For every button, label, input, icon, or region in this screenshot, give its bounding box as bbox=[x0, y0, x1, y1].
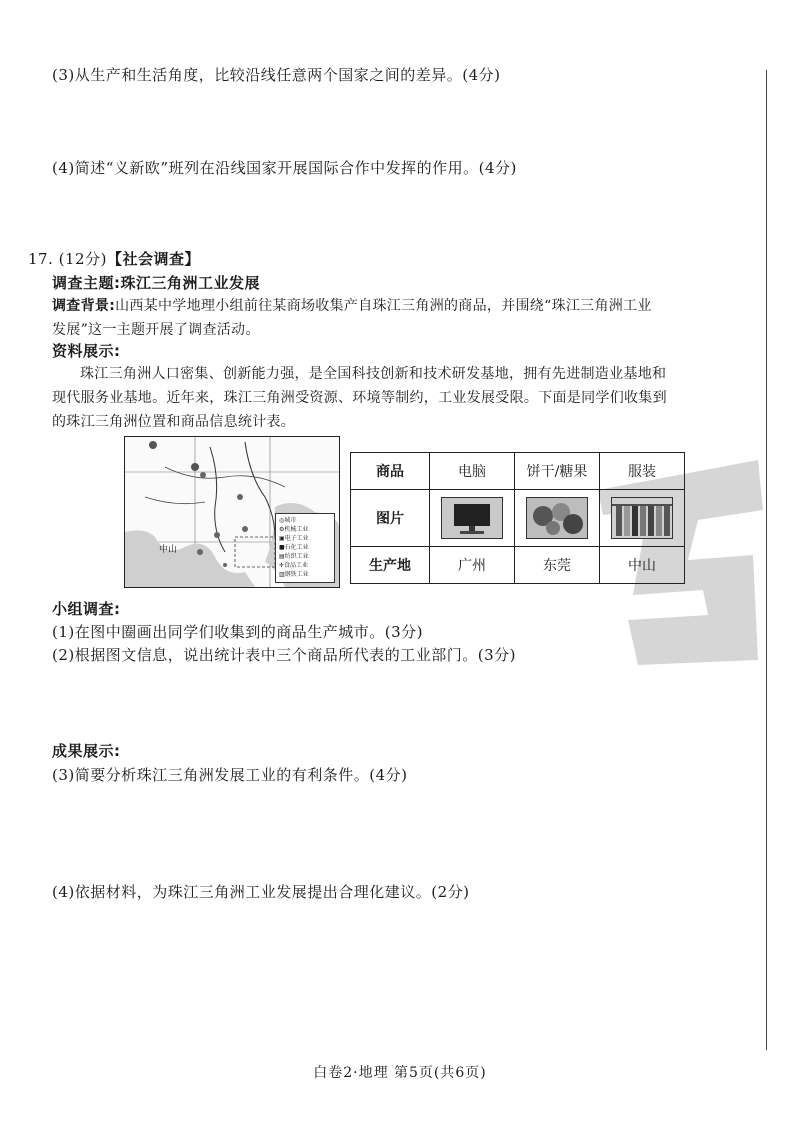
sub-question-4: (4)依据材料，为珠江三角洲工业发展提出合理化建议。(2分) bbox=[52, 883, 470, 901]
table-row bbox=[351, 453, 685, 490]
legend-item: ⚙机械工业 bbox=[279, 526, 309, 533]
material-line-1: 珠江三角洲人口密集、创新能力强，是全国科技创新和技术研发基地，拥有先进制造业基地和 bbox=[80, 366, 667, 382]
result-label: 成果展示: bbox=[52, 742, 121, 760]
cookie-candy-photo bbox=[526, 497, 588, 539]
survey-topic bbox=[52, 272, 260, 293]
map-place-label: 中山 bbox=[159, 545, 178, 555]
row-label-goods: 商品 bbox=[351, 453, 430, 490]
goods-cell: 服装 bbox=[600, 453, 685, 490]
question-tag: 【社会调查】 bbox=[106, 250, 200, 268]
legend-item: ▣电子工业 bbox=[279, 535, 309, 542]
row-label-origin: 生产地 bbox=[351, 547, 430, 584]
background-line-1: 山西某中学地理小组前往某商场收集产自珠江三角洲的商品，并围绕“珠江三角洲工业 bbox=[115, 298, 652, 314]
question-number: 17. bbox=[28, 250, 54, 268]
material-label: 资料展示: bbox=[52, 342, 121, 360]
map-legend bbox=[275, 513, 335, 583]
goods-cell: 饼干/糖果 bbox=[515, 453, 600, 490]
picture-cell bbox=[515, 490, 600, 547]
question-4-previous: (4)简述“义新欧”班列在沿线国家开展国际合作中发挥的作用。(4分) bbox=[52, 159, 517, 177]
material-line-2: 现代服务业基地。近年来，珠江三角洲受资源、环境等制约，工业发展受限。下面是同学们收集到 bbox=[52, 390, 667, 406]
goods-info-table bbox=[350, 452, 685, 584]
origin-cell: 中山 bbox=[600, 547, 685, 584]
page-footer: 白卷2·地理 第5页(共6页) bbox=[313, 1065, 487, 1081]
question-points: (12分) bbox=[58, 250, 107, 268]
material-paragraph bbox=[52, 362, 752, 434]
sub-question-2: (2)根据图文信息，说出统计表中三个商品所代表的工业部门。(3分) bbox=[52, 646, 516, 664]
picture-cell bbox=[430, 490, 515, 547]
background-label: 调查背景: bbox=[52, 298, 116, 314]
group-survey-label: 小组调查: bbox=[52, 600, 121, 618]
question-17-header bbox=[28, 248, 200, 269]
table-row bbox=[351, 547, 685, 584]
legend-item: ▥钢铁工业 bbox=[279, 571, 309, 578]
legend-item: ▤纺织工业 bbox=[279, 553, 309, 560]
table-row bbox=[351, 490, 685, 547]
legend-item: ✢食品工业 bbox=[279, 562, 309, 569]
topic-label: 调查主题: bbox=[52, 274, 121, 292]
survey-background bbox=[52, 294, 752, 342]
origin-cell: 广州 bbox=[430, 547, 515, 584]
sub-question-3: (3)简要分析珠江三角洲发展工业的有利条件。(4分) bbox=[52, 766, 408, 784]
material-line-3: 的珠江三角洲位置和商品信息统计表。 bbox=[52, 414, 296, 430]
question-3-previous: (3)从生产和生活角度，比较沿线任意两个国家之间的差异。(4分) bbox=[52, 66, 501, 84]
goods-cell: 电脑 bbox=[430, 453, 515, 490]
origin-cell: 东莞 bbox=[515, 547, 600, 584]
row-label-picture: 图片 bbox=[351, 490, 430, 547]
pearl-river-delta-map bbox=[124, 436, 340, 588]
legend-item: ◎城市 bbox=[279, 517, 297, 524]
clothing-photo bbox=[611, 497, 673, 539]
sub-question-1: (1)在图中圈画出同学们收集到的商品生产城市。(3分) bbox=[52, 623, 423, 641]
legend-item: ■石化工业 bbox=[279, 544, 309, 551]
topic-text: 珠江三角洲工业发展 bbox=[120, 274, 261, 292]
background-line-2: 发展”这一主题开展了调查活动。 bbox=[52, 322, 260, 338]
picture-cell bbox=[600, 490, 685, 547]
computer-photo bbox=[441, 497, 503, 539]
